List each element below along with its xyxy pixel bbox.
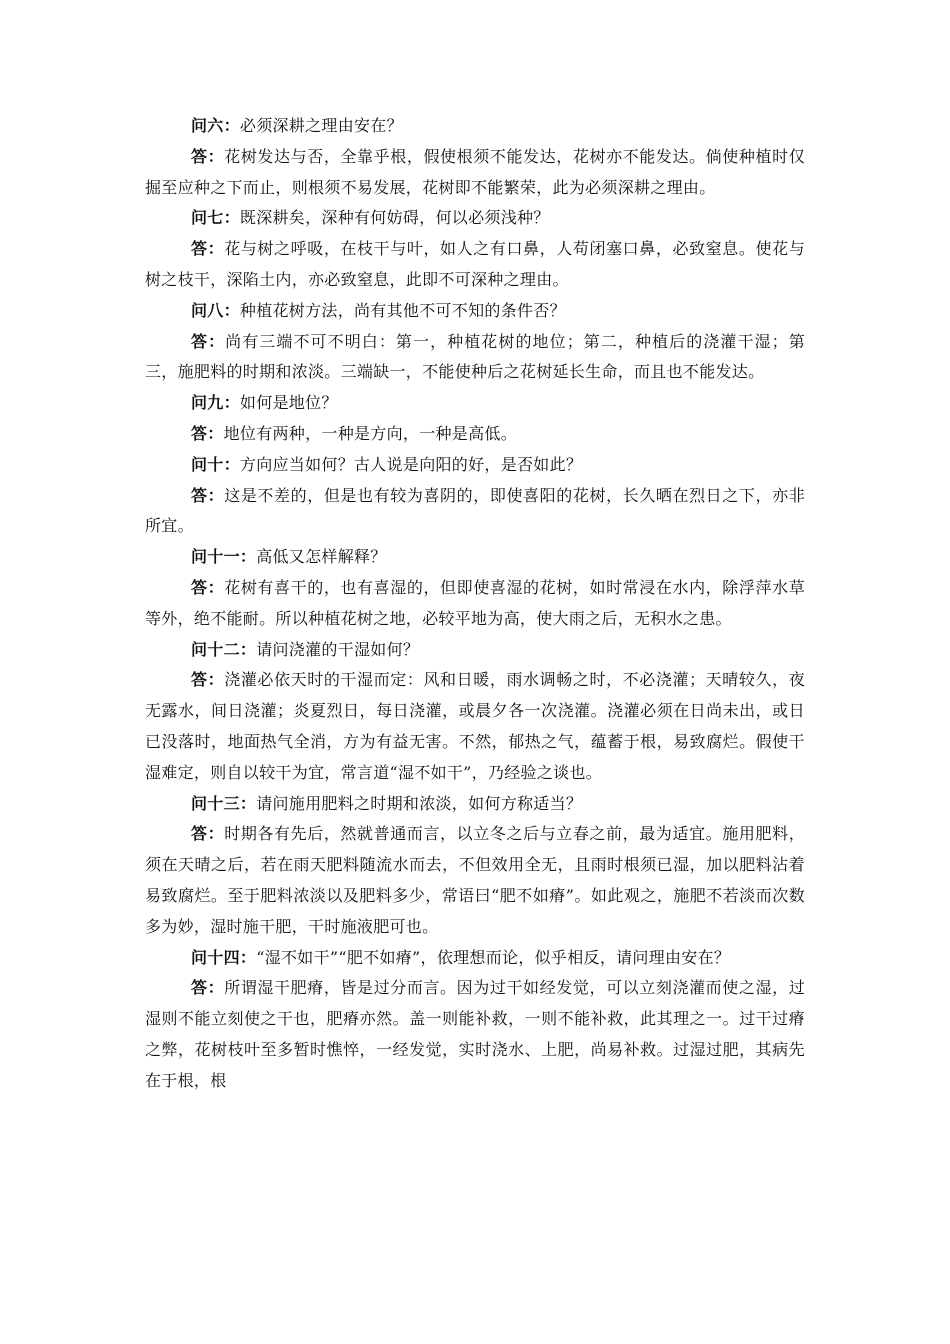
answer-text: 地位有两种，一种是方向，一种是高低。 — [223, 423, 518, 443]
question-label: 问十三： — [191, 793, 257, 813]
question-paragraph — [145, 635, 805, 666]
document-page — [145, 111, 805, 1097]
answer-label: 答： — [191, 331, 226, 351]
answer-paragraph — [145, 142, 805, 204]
question-text: 高低又怎样解释？ — [256, 547, 387, 567]
answer-label: 答： — [191, 824, 225, 844]
answer-text: 时期各有先后，然就普通而言，以立冬之后与立春之前，最为适宜。施用肥料，须在天晴之后，若在雨天肥料随流水而去，不但效用全无，且雨时根须已湿，加以肥料沾着易致腐烂。至于肥料浓淡以及肥料多少，常语曰“肥不如瘠”。如此观之，施肥不若淡而次数多为妙，湿时施干肥，干时施液肥可也。 — [145, 824, 805, 936]
question-text: 必须深耕之理由安在？ — [239, 116, 403, 135]
question-label: 问十一： — [191, 547, 257, 567]
question-label: 问十二： — [191, 639, 257, 659]
question-text: 请问施用肥料之时期和浓淡，如何方称适当？ — [256, 793, 583, 813]
question-paragraph — [145, 203, 805, 234]
question-text: 如何是地位？ — [239, 393, 338, 413]
question-text: 种植花树方法，尚有其他不可不知的条件否？ — [239, 300, 566, 320]
answer-paragraph — [145, 481, 805, 543]
answer-label: 答： — [191, 577, 225, 597]
question-paragraph — [145, 296, 805, 327]
question-text: 方向应当如何？古人说是向阳的好，是否如此？ — [239, 454, 583, 474]
answer-label: 答： — [191, 146, 225, 166]
answer-text: 花与树之呼吸，在枝干与叶，如人之有口鼻，人苟闭塞口鼻，必致窒息。使花与树之枝干，深陷土内，亦必致窒息，此即不可深种之理由。 — [145, 239, 805, 289]
question-paragraph — [145, 943, 805, 974]
answer-label: 答： — [191, 239, 225, 259]
answer-paragraph — [145, 819, 805, 942]
answer-label: 答： — [191, 423, 224, 443]
question-text: “湿不如干”“肥不如瘠”，依理想而论，似乎相反，请问理由安在？ — [256, 947, 731, 967]
answer-paragraph — [145, 973, 805, 1096]
answer-paragraph — [145, 573, 805, 635]
question-paragraph — [145, 450, 805, 481]
answer-text: 花树有喜干的，也有喜湿的，但即使喜湿的花树，如时常浸在水内，除浮萍水草等外，绝不能耐。所以种植花树之地，必较平地为高，使大雨之后，无积水之患。 — [145, 577, 805, 628]
answer-label: 答： — [191, 670, 225, 690]
answer-text: 所谓湿干肥瘠，皆是过分而言。因为过干如经发觉，可以立刻浇灌而使之湿，过湿则不能立刻使之干也，肥瘠亦然。盖一则能补救，一则不能补救，此其理之一。过干过瘠之弊，花树枝叶至多暂时憔悴，一经发觉，实时浇水、上肥，尚易补救。过湿过肥，其病先在于根，根 — [145, 978, 805, 1090]
question-text: 既深耕矣，深种有何妨碍，何以必须浅种？ — [239, 208, 550, 228]
question-paragraph — [145, 111, 805, 142]
question-label: 问八： — [191, 300, 240, 320]
question-label: 问六： — [191, 116, 240, 135]
answer-paragraph — [145, 327, 805, 389]
question-paragraph — [145, 542, 805, 573]
answer-text: 浇灌必依天时的干湿而定：风和日暖，雨水调畅之时，不必浇灌；天晴较久，夜无露水，间日浇灌；炎夏烈日，每日浇灌，或晨夕各一次浇灌。浇灌必须在日尚未出，或日已没落时，地面热气全消，方为有益无害。不然，郁热之气，蕴蓄于根，易致腐烂。假使干湿难定，则自以较干为宜，常言道“湿不如干”，乃经验之谈也。 — [145, 670, 805, 782]
question-label: 问十： — [191, 454, 240, 474]
answer-label: 答： — [191, 485, 225, 505]
answer-text: 尚有三端不可不明白：第一，种植花树的地位；第二，种植后的浇灌干湿；第三，施肥料的时期和浓淡。三端缺一，不能使种后之花树延长生命，而且也不能发达。 — [145, 331, 805, 382]
question-paragraph — [145, 789, 805, 820]
question-text: 请问浇灌的干湿如何？ — [256, 639, 420, 659]
answer-paragraph — [145, 234, 805, 296]
question-label: 问十四： — [191, 947, 257, 967]
question-label: 问九： — [191, 393, 240, 413]
question-label: 问七： — [191, 208, 240, 228]
question-paragraph — [145, 388, 805, 419]
answer-paragraph — [145, 665, 805, 788]
answer-paragraph — [145, 419, 805, 450]
answer-text: 花树发达与否，全靠乎根，假使根须不能发达，花树亦不能发达。倘使种植时仅掘至应种之下而止，则根须不易发展，花树即不能繁荣，此为必须深耕之理由。 — [145, 146, 805, 197]
answer-text: 这是不差的，但是也有较为喜阴的，即使喜阳的花树，长久晒在烈日之下，亦非所宜。 — [145, 485, 805, 536]
answer-label: 答： — [191, 978, 225, 998]
